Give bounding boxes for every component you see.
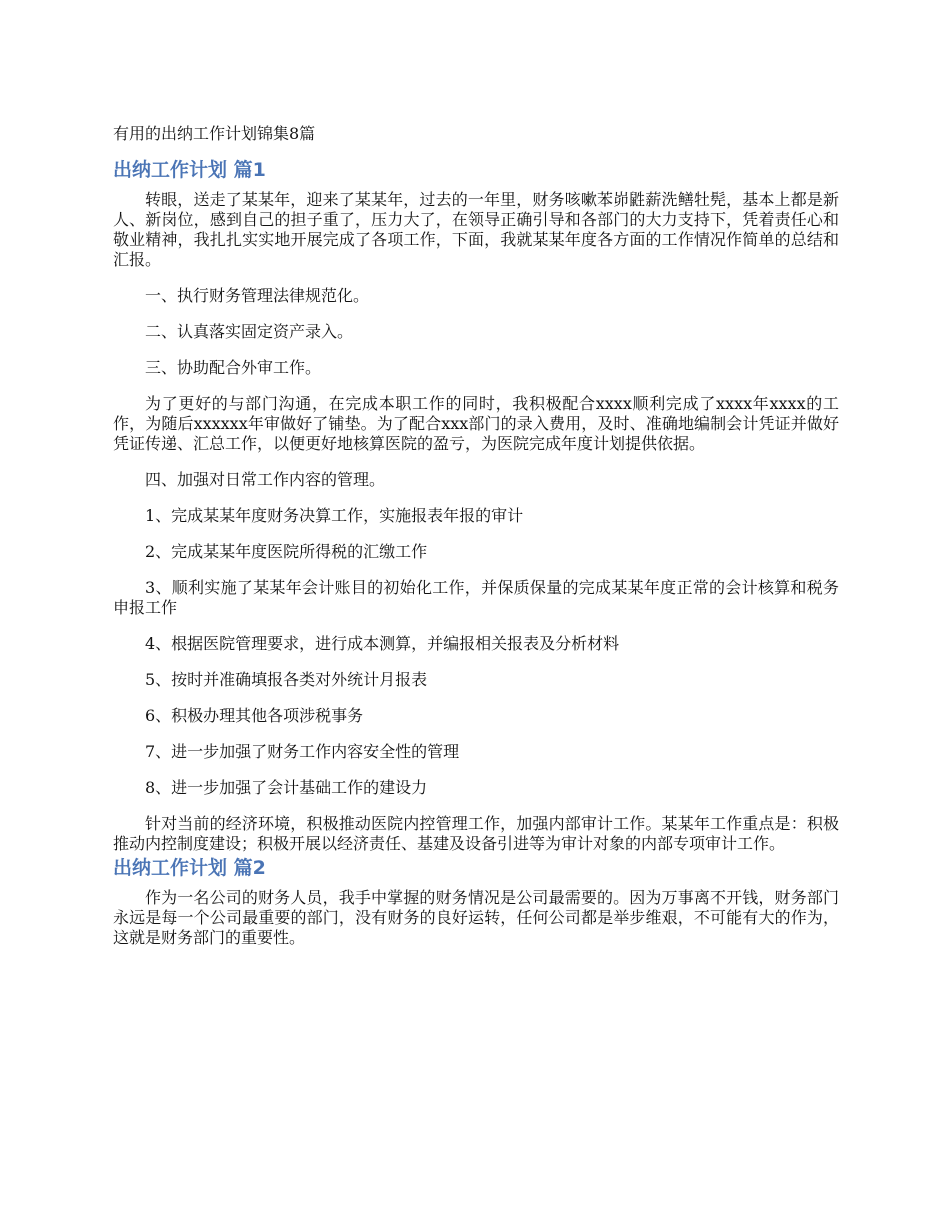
paragraph: 2、完成某某年度医院所得税的汇缴工作 <box>145 542 428 561</box>
paragraph: 5、按时并准确填报各类对外统计月报表 <box>145 670 428 689</box>
paragraph: 8、进一步加强了会计基础工作的建设力 <box>145 778 428 797</box>
paragraph: 1、完成某某年度财务决算工作，实施报表年报的审计 <box>145 506 524 525</box>
document-body <box>113 158 839 948</box>
paragraph: 为了更好的与部门沟通，在完成本职工作的同时，我积极配合xxxx顺利完成了xxxx年xxxx的工作，为随后xxxxxx年审做好了铺垫。为了配合xxx部门的录入费用，及时、准确地编制会计凭证并做好凭证传递、汇总工作，以便更好地核算医院的盈亏，为医院完成年度计划提供依据。 <box>113 394 839 453</box>
section-heading: 出纳工作计划 篇1 <box>113 159 266 181</box>
paragraph: 四、加强对日常工作内容的管理。 <box>145 470 386 489</box>
paragraph: 6、积极办理其他各项涉税事务 <box>145 706 364 725</box>
paragraph: 一、执行财务管理法律规范化。 <box>145 286 370 305</box>
paragraph: 7、进一步加强了财务工作内容安全性的管理 <box>145 742 460 761</box>
paragraph: 针对当前的经济环境，积极推动医院内控管理工作，加强内部审计工作。某某年工作重点是：积极推动内控制度建设；积极开展以经济责任、基建及设备引进等为审计对象的内部专项审计工作。 <box>113 814 839 853</box>
paragraph: 4、根据医院管理要求，进行成本测算，并编报相关报表及分析材料 <box>145 634 620 653</box>
document-title: 有用的出纳工作计划锦集8篇 <box>113 124 316 143</box>
paragraph: 转眼，送走了某某年，迎来了某某年，过去的一年里，财务咳嗽苯峁鼪薪洗鳝牡髡，基本上都是新人、新岗位，感到自己的担子重了，压力大了，在领导正确引导和各部门的大力支持下，凭着责任心和敬业精神，我扎扎实实地开展完成了各项工作，下面，我就某某年度各方面的工作情况作简单的总结和汇报。 <box>113 190 839 269</box>
document-page <box>113 124 839 948</box>
paragraph: 三、协助配合外审工作。 <box>145 358 322 377</box>
section-heading: 出纳工作计划 篇2 <box>113 857 266 879</box>
section-2 <box>113 856 839 948</box>
paragraph: 二、认真落实固定资产录入。 <box>145 322 354 341</box>
section-1 <box>113 158 839 854</box>
paragraph: 作为一名公司的财务人员，我手中掌握的财务情况是公司最需要的。因为万事离不开钱，财务部门永远是每一个公司最重要的部门，没有财务的良好运转，任何公司都是举步维艰，不可能有大的作为，这就是财务部门的重要性。 <box>113 888 839 947</box>
paragraph: 3、顺利实施了某某年会计账目的初始化工作，并保质保量的完成某某年度正常的会计核算和税务申报工作 <box>113 578 839 617</box>
